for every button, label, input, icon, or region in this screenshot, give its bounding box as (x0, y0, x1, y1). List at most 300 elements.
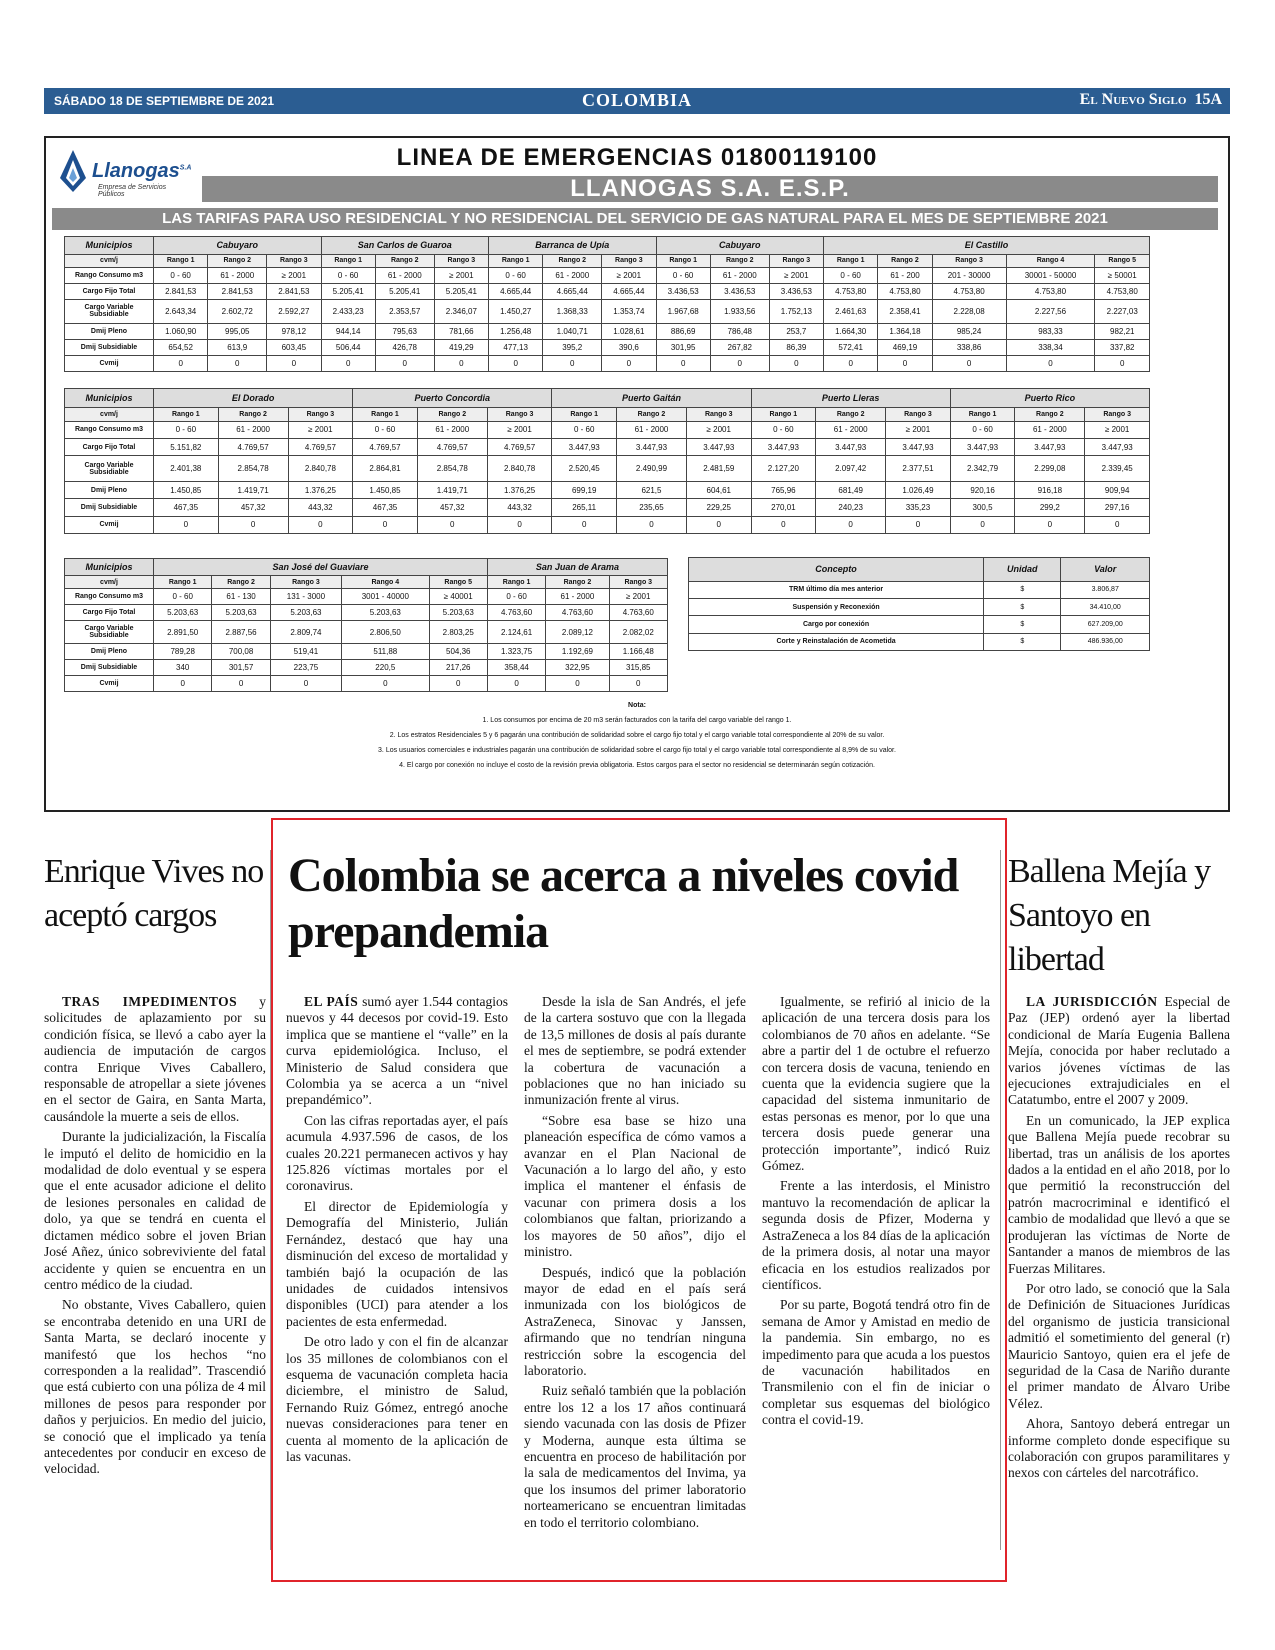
table-cell: 61 - 2000 (710, 267, 769, 283)
table-cell: 1.419,71 (417, 482, 487, 499)
row-label: Cargo Variable Subsidiable (65, 456, 154, 482)
table-cell: ≥ 2001 (769, 267, 823, 283)
table-cell: 235,65 (616, 499, 686, 516)
table-cell: 2.891,50 (154, 620, 212, 644)
table-cell: 3.436,53 (769, 283, 823, 299)
table-cell: 4.753,80 (932, 283, 1006, 299)
table-cell: 2.854,78 (218, 456, 288, 482)
table-cell: 2.082,02 (609, 620, 667, 644)
table-cell: 2.803,25 (429, 620, 487, 644)
table-cell: 265,11 (552, 499, 617, 516)
table-cell: 2.481,59 (686, 456, 751, 482)
range-label: Rango 1 (353, 407, 418, 421)
table-cell: 2.377,51 (886, 456, 951, 482)
table-cell: 5.205,41 (434, 283, 488, 299)
municipality-name: Puerto Gaitán (552, 389, 751, 408)
municipalities-label: Municipios (65, 559, 154, 576)
table-cell: ≥ 2001 (267, 267, 321, 283)
table-cell: 2.840,78 (487, 456, 552, 482)
range-label: Rango 1 (751, 407, 816, 421)
range-label: Rango 2 (212, 576, 270, 589)
table-row (65, 421, 1150, 438)
table-cell: 0 - 60 (489, 267, 543, 283)
table-row (65, 499, 1150, 516)
table-cell: 2.864,81 (353, 456, 418, 482)
logo-name: Llanogas$^{S.A}$ (92, 160, 192, 182)
table-cell: ≥ 2001 (602, 267, 656, 283)
table-cell: 2.841,53 (208, 283, 267, 299)
table-cell: 0 - 60 (751, 421, 816, 438)
table-cell: 572,41 (824, 339, 878, 355)
range-label: Rango 1 (950, 407, 1015, 421)
table-cell: 0 (375, 355, 434, 371)
table-cell: 1.664,30 (824, 323, 878, 339)
table-cell: 613,9 (208, 339, 267, 355)
table-cell: 2.227,56 (1006, 299, 1095, 323)
row-label: Rango Consumo m3 (65, 267, 154, 283)
municipality-name: San José del Guaviare (154, 559, 488, 576)
table-row (689, 581, 1150, 598)
table-cell: 3.436,53 (710, 283, 769, 299)
municipalities-label: Municipios (65, 237, 154, 255)
table-cell: 2.089,12 (546, 620, 609, 644)
table-cell: 4.769,57 (288, 439, 353, 456)
table-cell: 2.346,07 (434, 299, 488, 323)
table-cell: 3.447,93 (552, 439, 617, 456)
table-cell: 0 (932, 355, 1006, 371)
table-cell: 443,32 (487, 499, 552, 516)
table-cell: 467,35 (353, 499, 418, 516)
table-cell: $ (984, 633, 1061, 650)
table-cell: 1.364,18 (878, 323, 932, 339)
table-cell: ≥ 2001 (434, 267, 488, 283)
page-header-bar (44, 88, 1230, 114)
note-item: 2. Los estratos Residenciales 5 y 6 pagarán una contribución de solidaridad sobre el cargo fijo total y el cargo variable total correspondiente al 20% de su valor. (389, 732, 885, 739)
table-cell: 1.060,90 (154, 323, 208, 339)
table-cell: 1.752,13 (769, 299, 823, 323)
table-cell: 229,25 (686, 499, 751, 516)
table-cell: 4.753,80 (1006, 283, 1095, 299)
concepts-table (688, 557, 1150, 651)
table-cell: 300,5 (950, 499, 1015, 516)
municipality-name: Cabuyaro (656, 237, 824, 255)
table-cell: 2.227,03 (1095, 299, 1150, 323)
table-cell: 1.166,48 (609, 644, 667, 660)
table-cell: 5.203,63 (212, 604, 270, 620)
table-cell: 0 (751, 516, 816, 533)
table-cell: Cargo por conexión (689, 616, 984, 633)
left-article-body: TRAS IMPEDIMENTOS y solicitudes de aplazamiento por su condición física, se llevó a cabo ayer la audiencia de imputación de cargos contra Enrique Vives Caballero, responsable de atropellar a siete jóvenes en el sector de Gaira, en Santa Marta, causándole la muerte a seis de ellos. Durante la judicialización, la Fiscalía le imputó el delito de homicidio en la modalidad de dolo eventual y se espera que el ente acusador adicione el delito de lesiones personales en calidad de dolo, ya que se tendrá en cuenta el dictamen médico sobre el joven Brian José Añez, único sobreviviente del fatal accidente y quien se encuentra en un centro médico de la ciudad. No obstante, Vives Caballero, quien se encontraba detenido en una URI de Santa Marta, se declaró inocente y manifestó que los hechos “no corresponden a la realidad”. Trascendió que está cubierto con una póliza de 4 mil millones de pesos para responder por daños y perjuicios. En medio del juicio, se conoció que el implicado ya tenía antecedentes por conducir en exceso de velocidad. (44, 994, 266, 1477)
paragraph: De otro lado y con el fin de alcanzar los 35 millones de colombianos con el esquema de vacunación completa hacia diciembre, el ministro de Salud, Fernando Ruiz Gómez, entregó anoche nuevas consideraciones para tener en cuenta al momento de la aplicación de las vacunas. (286, 1334, 508, 1464)
table-cell: 0 (609, 676, 667, 692)
table-cell: 0 - 60 (950, 421, 1015, 438)
table-cell: 1.192,69 (546, 644, 609, 660)
table-cell: 0 (602, 355, 656, 371)
table-cell: 786,48 (710, 323, 769, 339)
municipality-name: Puerto Lleras (751, 389, 950, 408)
table-cell: 0 - 60 (154, 267, 208, 283)
municipality-name: Barranca de Upía (489, 237, 657, 255)
range-label: Rango 3 (602, 254, 656, 267)
table-cell: 201 - 30000 (932, 267, 1006, 283)
table-cell: ≥ 2001 (609, 589, 667, 605)
table-cell: 61 - 2000 (218, 421, 288, 438)
table-cell: 395,2 (543, 339, 602, 355)
range-label: Rango 2 (543, 254, 602, 267)
table-cell: 267,82 (710, 339, 769, 355)
table-cell: 1.376,25 (487, 482, 552, 499)
table-row (689, 599, 1150, 616)
table-cell: 2.353,57 (375, 299, 434, 323)
table-cell: 426,78 (375, 339, 434, 355)
table-cell: 220,5 (342, 660, 429, 676)
table-cell: 5.205,41 (321, 283, 375, 299)
table-cell: 0 (1085, 516, 1150, 533)
table-row (65, 323, 1150, 339)
table-cell: 301,95 (656, 339, 710, 355)
table-row (65, 439, 1150, 456)
range-label: Rango 3 (686, 407, 751, 421)
table-cell: 61 - 2000 (208, 267, 267, 283)
range-label: Rango 3 (267, 254, 321, 267)
range-label: Rango 1 (154, 407, 219, 421)
table-cell: 0 (1095, 355, 1150, 371)
table-cell: 3.447,93 (686, 439, 751, 456)
table-cell: ≥ 50001 (1095, 267, 1150, 283)
table-cell: 4.665,44 (489, 283, 543, 299)
table-cell: 443,32 (288, 499, 353, 516)
table-cell: 504,36 (429, 644, 487, 660)
range-label: Rango 2 (375, 254, 434, 267)
tariff-title-bar: LAS TARIFAS PARA USO RESIDENCIAL Y NO RESIDENCIAL DEL SERVICIO DE GAS NATURAL PARA EL MES DE SEPTIEMBRE 2021 (52, 208, 1218, 230)
table-cell: 0 (546, 676, 609, 692)
municipality-row (65, 237, 1150, 255)
row-label: Cargo Fijo Total (65, 604, 154, 620)
table-cell: $ (984, 581, 1061, 598)
table-row (65, 589, 668, 605)
table-cell: 1.028,61 (602, 323, 656, 339)
right-article-body: LA JURISDICCIÓN Especial de Paz (JEP) ordenó ayer la libertad condicional de María Eugenia Ballena Mejía, conocida por haber reclutado a varios jóvenes víctimas de las ejecuciones extrajudiciales en el Catatumbo, entre el 2007 y 2009. En un comunicado, la JEP explica que Ballena Mejía puede recobrar su libertad, tras un análisis de los aportes dados a la entidad en el año 2018, por lo que permitió la reconstrucción del patrón macrocriminal e identificó el cambio de modalidad que llevó a que se produjeran las víctimas de Norte de Santander a manos de miembros de las Fuerzas Militares. Por otro lado, se conoció que la Sala de Definición de Situaciones Jurídicas del organismo de justicia transicional admitió el sometimiento del general (r) Mauricio Santoyo, quien era el jefe de seguridad de la Casa de Nariño durante el primer mandato de Álvaro Uribe Vélez. Ahora, Santoyo deberá entregar un informe completo donde especifique su colaboración con grupos paramilitares y nexos con cárteles del narcotráfico. (1008, 994, 1230, 1481)
table-cell: 0 - 60 (154, 421, 219, 438)
paragraph: Frente a las interdosis, el Ministro mantuvo la recomendación de aplicar la segunda dosis de Pfizer, Moderna y AstraZeneca a los 84 días de la aplicación de la primera dosis, al notar una mayor eficacia en los estudios realizados por científicos. (762, 1178, 990, 1292)
table-cell: 1.026,49 (886, 482, 951, 499)
table-cell: 795,63 (375, 323, 434, 339)
paragraph: Desde la isla de San Andrés, el jefe de la cartera sostuvo que con la llegada de 13,5 millones de dosis al país durante el mes de septiembre, se podrá extender la cobertura de vacunación a poblaciones que no han iniciado su inmunización frente al virus. (524, 994, 746, 1108)
municipality-name: El Castillo (824, 237, 1150, 255)
table-cell: ≥ 40001 (429, 589, 487, 605)
table-cell: 3.447,93 (816, 439, 886, 456)
table-cell: 0 (208, 355, 267, 371)
table-cell: ≥ 2001 (686, 421, 751, 438)
table-cell: 0 - 60 (321, 267, 375, 283)
tariff-table-3 (64, 558, 668, 692)
row-label: Dmij Subsidiable (65, 660, 154, 676)
table-cell: 2.124,61 (487, 620, 545, 644)
range-row (65, 407, 1150, 421)
table-cell: 1.040,71 (543, 323, 602, 339)
range-label: Rango 2 (1015, 407, 1085, 421)
table-cell: $ (984, 616, 1061, 633)
table-cell: 4.763,60 (487, 604, 545, 620)
table-cell: 0 (154, 516, 219, 533)
table-cell: 0 (816, 516, 886, 533)
emergency-line: LINEA DE EMERGENCIAS 01800119100 (396, 144, 878, 171)
table-cell: 297,16 (1085, 499, 1150, 516)
table-cell: 1.967,68 (656, 299, 710, 323)
main-article-col-3 (762, 994, 990, 1433)
tariff-table-2 (64, 388, 1150, 534)
table-cell: 681,49 (816, 482, 886, 499)
table-row (65, 456, 1150, 482)
paragraph: Ruiz señaló también que la población entre los 12 a los 17 años continuará siendo vacunada con las dosis de Pfizer y Moderna, aunque esta última se encuentra en proceso de habilitación por la sala de medicamentos del Invima, ya que los insumos del primer laboratorio norteamericano se encuentran limitadas en todo el territorio colombiano. (524, 1383, 746, 1530)
right-article-headline: Ballena Mejía y Santoyo en libertad (1008, 853, 1211, 978)
table-cell: 1.419,71 (218, 482, 288, 499)
range-label: Rango 1 (154, 576, 212, 589)
table-cell: 2.433,23 (321, 299, 375, 323)
table-cell: 0 (878, 355, 932, 371)
table-cell: 457,32 (417, 499, 487, 516)
left-article-headline: Enrique Vives no aceptó cargos (44, 853, 264, 934)
range-label: Rango 3 (769, 254, 823, 267)
row-label: Dmij Pleno (65, 644, 154, 660)
table-cell: 2.358,41 (878, 299, 932, 323)
table-cell: 4.763,60 (546, 604, 609, 620)
table-cell: 519,41 (270, 644, 341, 660)
table-cell: 4.665,44 (543, 283, 602, 299)
range-label: Rango 2 (546, 576, 609, 589)
company-name-bar: LLANOGAS S.A. E.S.P. (202, 176, 1218, 202)
table-cell: 61 - 2000 (816, 421, 886, 438)
table-cell: 0 (543, 355, 602, 371)
table-row (65, 620, 668, 644)
table-cell: 61 - 2000 (417, 421, 487, 438)
notes-title: Nota: (628, 702, 646, 709)
table-cell: 3.447,93 (950, 439, 1015, 456)
table-cell: 457,32 (218, 499, 288, 516)
paragraph: Con las cifras reportadas ayer, el país acumula 4.937.596 de casos, de los cuales 20.221 permanecen activos y hay 125.826 víctimas mortales por el coronavirus. (286, 1112, 508, 1194)
row-label: Cargo Variable Subsidiable (65, 620, 154, 644)
table-cell: 131 - 3000 (270, 589, 341, 605)
row-label: Cargo Fijo Total (65, 439, 154, 456)
row-label: Cargo Fijo Total (65, 283, 154, 299)
table-cell: 4.763,60 (609, 604, 667, 620)
table-cell: 654,52 (154, 339, 208, 355)
table-cell: 0 (154, 676, 212, 692)
range-label: Rango 2 (616, 407, 686, 421)
note-item: 1. Los consumos por encima de 20 m3 serán facturados con la tarifa del cargo variable del rango 1. (482, 717, 792, 724)
table-cell: 909,94 (1085, 482, 1150, 499)
range-label: Rango 5 (429, 576, 487, 589)
municipality-row (65, 389, 1150, 408)
table-cell: 390,6 (602, 339, 656, 355)
table-cell: 419,29 (434, 339, 488, 355)
table-cell: 3.447,93 (1015, 439, 1085, 456)
table-cell: 0 - 60 (552, 421, 617, 438)
range-label: Rango 1 (154, 254, 208, 267)
table-cell: 0 (212, 676, 270, 692)
table-cell: 0 (950, 516, 1015, 533)
column-divider (1000, 850, 1001, 1550)
paragraph: Después, indicó que la población mayor de edad en el país será inmunizada con los biológicos de AstraZeneca, Sinovac y Janssen, afirmando que no tendrían ninguna restricción sobre la escogencia del laboratorio. (524, 1264, 746, 1378)
table-cell: 223,75 (270, 660, 341, 676)
range-label: Rango 3 (487, 407, 552, 421)
table-cell: 315,85 (609, 660, 667, 676)
table-row (65, 355, 1150, 371)
range-label: Rango 2 (878, 254, 932, 267)
table-row (65, 644, 668, 660)
table-cell: 1.933,56 (710, 299, 769, 323)
main-article-col-2 (524, 994, 746, 1535)
table-cell: 61 - 2000 (546, 589, 609, 605)
table-cell: 2.841,53 (154, 283, 208, 299)
table-cell: 299,2 (1015, 499, 1085, 516)
municipality-name: Puerto Rico (950, 389, 1149, 408)
table-cell: 1.376,25 (288, 482, 353, 499)
table-cell: 4.753,80 (824, 283, 878, 299)
table-cell: 0 (710, 355, 769, 371)
tariff-table-1 (64, 236, 1150, 372)
table-cell: 0 (353, 516, 418, 533)
table-cell: 0 (342, 676, 429, 692)
row-label: Rango Consumo m3 (65, 589, 154, 605)
table-cell: 0 (769, 355, 823, 371)
table-cell: 337,82 (1095, 339, 1150, 355)
paragraph: En un comunicado, la JEP explica que Ballena Mejía puede recobrar su libertad, tras un análisis de los aportes dados a la entidad en el año 2018, por lo que permitió la reconstrucción del patrón macrocriminal e identificó el cambio de modalidad que llevó a que se produjeran las víctimas de Norte de Santander a manos de miembros de las Fuerzas Militares. (1008, 1112, 1230, 1276)
column-header: Concepto (689, 558, 984, 582)
table-cell: 61 - 130 (212, 589, 270, 605)
paragraph: Por otro lado, se conoció que la Sala de Definición de Situaciones Jurídicas del organismo de justicia transicional admitió el sometimiento del general (r) Mauricio Santoyo, quien era el jefe de seguridad de la Casa de Nariño durante el primer mandato de Álvaro Uribe Vélez. (1008, 1280, 1230, 1411)
range-label: Rango 3 (1085, 407, 1150, 421)
municipality-name: San Carlos de Guaroa (321, 237, 489, 255)
table-cell: 2.461,63 (824, 299, 878, 323)
table-cell: 4.753,80 (1095, 283, 1150, 299)
table-cell: 5.203,63 (154, 604, 212, 620)
table-cell: 2.854,78 (417, 456, 487, 482)
note-item: 3. Los usuarios comerciales e industriales pagarán una contribución de solidaridad sobre el cargo fijo total y el cargo variable total correspondiente al 8,9% de su valor. (378, 747, 896, 754)
table-cell: 506,44 (321, 339, 375, 355)
table-cell: 0 - 60 (656, 267, 710, 283)
table-cell: 1.368,33 (543, 299, 602, 323)
table-cell: 469,19 (878, 339, 932, 355)
table-cell: 511,88 (342, 644, 429, 660)
range-row (65, 576, 668, 589)
table-cell: 2.490,99 (616, 456, 686, 482)
table-cell: ≥ 2001 (288, 421, 353, 438)
range-label: Rango 3 (288, 407, 353, 421)
table-cell: 0 - 60 (487, 589, 545, 605)
table-cell: 34.410,00 (1061, 599, 1150, 616)
table-cell: ≥ 2001 (886, 421, 951, 438)
section-title: COLOMBIA (581, 90, 692, 110)
tariff-notes (46, 698, 1228, 773)
municipality-name: Cabuyaro (154, 237, 322, 255)
issue-date: SÁBADO 18 DE SEPTIEMBRE DE 2021 (54, 94, 275, 108)
table-row (65, 283, 1150, 299)
table-cell: 2.339,45 (1085, 456, 1150, 482)
table-cell: 2.841,53 (267, 283, 321, 299)
range-label: Rango 3 (886, 407, 951, 421)
table-cell: 477,13 (489, 339, 543, 355)
range-label: Rango 1 (321, 254, 375, 267)
table-cell: 0 (417, 516, 487, 533)
llanogas-tariff-ad (44, 136, 1230, 812)
table-cell: 2.887,56 (212, 620, 270, 644)
table-cell: Suspensión y Reconexión (689, 599, 984, 616)
table-cell: 0 (1015, 516, 1085, 533)
table-cell: 1.353,74 (602, 299, 656, 323)
municipality-row (65, 559, 668, 576)
table-cell: 4.753,80 (878, 283, 932, 299)
table-cell: 0 (686, 516, 751, 533)
table-cell: 0 (288, 516, 353, 533)
table-cell: 0 - 60 (154, 589, 212, 605)
row-label: Dmij Pleno (65, 323, 154, 339)
table-cell: 1.256,48 (489, 323, 543, 339)
paragraph: No obstante, Vives Caballero, quien se encontraba detenido en una URI de Santa Marta, se declaró inocente y manifestó que los hechos “no corresponden a la realidad”. Trascendió que está cubierto con una póliza de 4 mil millones de pesos para responder por daños y perjuicios. En medio del juicio, se conoció que el implicado ya tenía antecedentes por conducir en exceso de velocidad. (44, 1297, 266, 1477)
table-cell: 627.209,00 (1061, 616, 1150, 633)
table-cell: 358,44 (487, 660, 545, 676)
table-cell: 467,35 (154, 499, 219, 516)
column-header: Valor (1061, 558, 1150, 582)
table-cell: 3.436,53 (656, 283, 710, 299)
table-cell: $ (984, 599, 1061, 616)
table-cell: 322,95 (546, 660, 609, 676)
row-label: Dmij Pleno (65, 482, 154, 499)
table-row (65, 604, 668, 620)
main-article-headline: Colombia se acerca a niveles covid prepandemia (288, 849, 959, 958)
table-cell: 0 (154, 355, 208, 371)
table-cell: 4.769,57 (417, 439, 487, 456)
table-cell: 2.809,74 (270, 620, 341, 644)
row-label: Dmij Subsidiable (65, 339, 154, 355)
table-cell: ≥ 2001 (1085, 421, 1150, 438)
table-row (65, 482, 1150, 499)
table-cell: 0 (321, 355, 375, 371)
table-cell: 2.299,08 (1015, 456, 1085, 482)
table-cell: 0 (824, 355, 878, 371)
table-cell: 5.151,82 (154, 439, 219, 456)
publication-name: El Nuevo Siglo 15A (1079, 91, 1222, 108)
table-cell: 982,21 (1095, 323, 1150, 339)
range-label: Rango 2 (218, 407, 288, 421)
table-cell: TRM último día mes anterior (689, 581, 984, 598)
table-cell: 2.401,38 (154, 456, 219, 482)
table-cell: 61 - 200 (878, 267, 932, 283)
table-cell: 978,12 (267, 323, 321, 339)
table-cell: 5.203,63 (270, 604, 341, 620)
range-label: Rango 3 (932, 254, 1006, 267)
left-article-lead: TRAS IMPEDIMENTOS (62, 994, 238, 1009)
logo-tagline: Empresa de Servicios Públicos (98, 184, 167, 198)
table-cell: 886,69 (656, 323, 710, 339)
table-cell: 781,66 (434, 323, 488, 339)
table-cell: 2.127,20 (751, 456, 816, 482)
table-cell: 789,28 (154, 644, 212, 660)
table-cell: 61 - 2000 (1015, 421, 1085, 438)
table-cell: 1.323,75 (487, 644, 545, 660)
row-label: Cvmij (65, 516, 154, 533)
paragraph: Igualmente, se refirió al inicio de la aplicación de una tercera dosis para los colombianos de 70 años en adelante. “Se abre a partir del 1 de octubre el refuerzo con tercera dosis de vacuna, teniendo en cuenta que la evidencia sugiere que la capacidad del sistema inmunitario de estas personas es menor, por lo que una tercera dosis puede generar una protección importante”, indicó Ruiz Gómez. (762, 994, 990, 1174)
table-row (689, 633, 1150, 650)
table-cell: 0 (1006, 355, 1095, 371)
range-label: Rango 3 (609, 576, 667, 589)
table-cell: 1.450,85 (353, 482, 418, 499)
table-cell: 0 - 60 (824, 267, 878, 283)
main-article-lead: EL PAÍS (304, 994, 359, 1009)
table-cell: 2.806,50 (342, 620, 429, 644)
row-label: Cvmij (65, 676, 154, 692)
table-cell: 0 (218, 516, 288, 533)
